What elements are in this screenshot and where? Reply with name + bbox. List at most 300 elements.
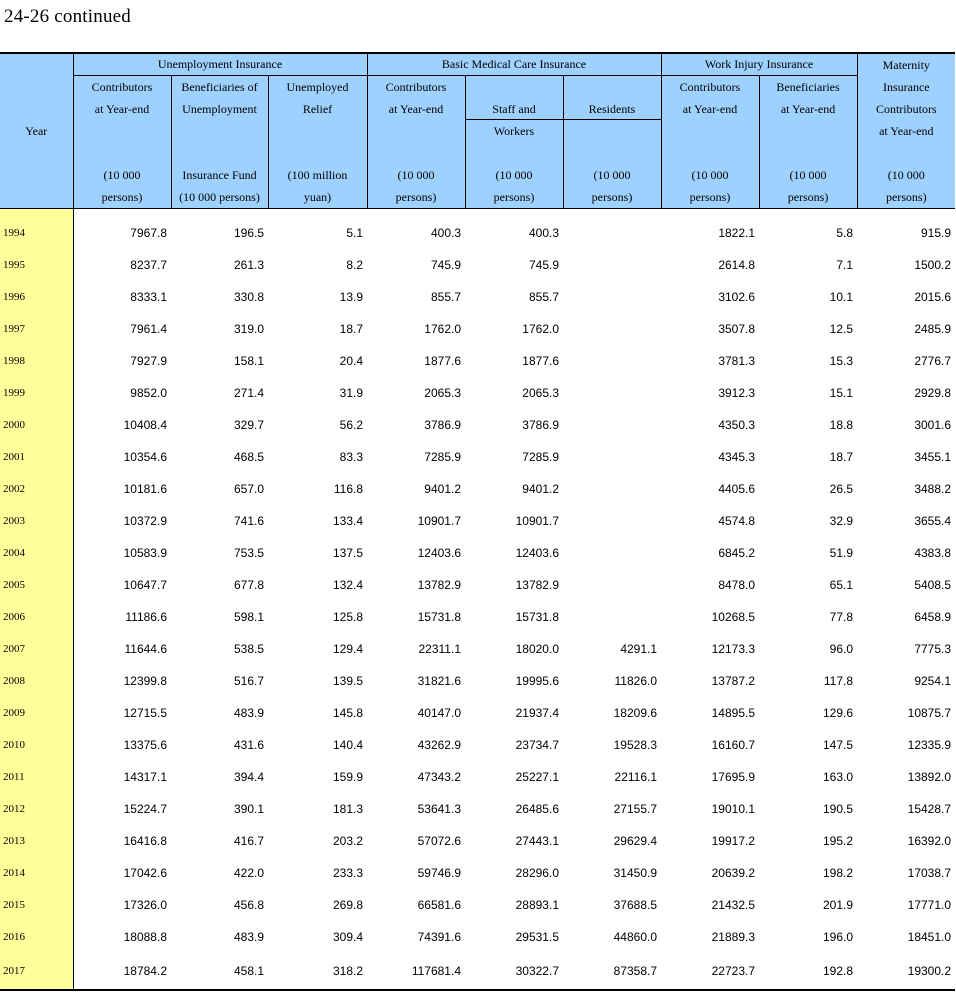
column-header-line [466, 142, 563, 164]
column-header-line [368, 120, 465, 142]
value-cell: 483.9 [233, 930, 264, 944]
value-cell: 19528.3 [613, 738, 658, 752]
value-cell: 15.1 [829, 386, 854, 400]
value-cell: 330.8 [233, 290, 264, 304]
value-cell: 309.4 [332, 930, 363, 944]
value-cell: 468.5 [233, 450, 264, 464]
year-cell: 2004 [0, 537, 73, 569]
value-cell: 9852.0 [130, 386, 167, 400]
value-cell: 7967.8 [130, 226, 167, 240]
column-header-line [74, 142, 171, 164]
maternity-group-header [858, 54, 956, 98]
column-header-lines [858, 98, 956, 208]
value-cell: 329.7 [233, 418, 264, 432]
value-cell: 7961.4 [130, 322, 167, 336]
value-cell: 516.7 [233, 674, 264, 688]
value-cell: 31450.9 [613, 866, 658, 880]
value-cell: 25227.1 [515, 770, 559, 784]
value-cell: 117.8 [823, 674, 854, 688]
value-cell: 14895.5 [711, 706, 756, 720]
value-cell: 3786.9 [522, 418, 559, 432]
value-cell: 456.8 [233, 898, 264, 912]
value-cell: 753.5 [233, 546, 264, 560]
value-cell: 66581.6 [417, 898, 461, 912]
column-header-line: (100 million [287, 168, 348, 182]
value-cell: 2485.9 [914, 322, 952, 336]
column-header-medical-contributors [367, 76, 465, 209]
column-header-line: Residents [588, 102, 636, 116]
value-cell: 745.9 [528, 258, 559, 272]
value-cell: 12173.3 [711, 642, 756, 656]
column-header-line: at Year-end [879, 124, 934, 138]
value-cell [563, 209, 661, 250]
value-cell: 269.8 [332, 898, 363, 912]
year-cell: 2017 [0, 953, 73, 990]
value-cell: 28296.0 [515, 866, 559, 880]
value-cell: 74391.6 [417, 930, 461, 944]
value-cell [563, 281, 661, 313]
value-cell: 657.0 [233, 482, 264, 496]
value-cell: 96.0 [829, 642, 854, 656]
column-header-line: persons) [493, 190, 535, 204]
value-cell: 13782.9 [515, 578, 559, 592]
value-cell: 83.3 [339, 450, 363, 464]
value-cell: 17038.7 [907, 866, 952, 880]
column-header-line: (10 000 [887, 168, 925, 182]
value-cell: 677.8 [233, 578, 264, 592]
value-cell: 15731.8 [417, 610, 461, 624]
value-cell: 261.3 [233, 258, 264, 272]
value-cell: 181.3 [332, 802, 363, 816]
value-cell: 22116.1 [614, 770, 658, 784]
value-cell: 13782.9 [417, 578, 461, 592]
value-cell: 20639.2 [711, 866, 756, 880]
value-cell [563, 409, 661, 441]
value-cell [563, 377, 661, 409]
value-cell: 14317.1 [123, 770, 167, 784]
column-header-line [368, 142, 465, 164]
value-cell: 117681.4 [367, 953, 465, 990]
value-cell: 192.8 [759, 953, 857, 990]
value-cell: 10354.6 [123, 450, 167, 464]
value-cell: 12403.6 [417, 546, 461, 560]
year-cell: 2015 [0, 889, 73, 921]
column-header-line: persons) [787, 190, 829, 204]
value-cell: 196.0 [823, 930, 854, 944]
column-header-lines [662, 76, 759, 208]
column-header-line [269, 142, 367, 164]
value-cell: 198.2 [823, 866, 854, 880]
year-cell: 2013 [0, 825, 73, 857]
value-cell: 458.1 [171, 953, 268, 990]
value-cell: 29629.4 [613, 834, 658, 848]
year-cell: 2016 [0, 921, 73, 953]
value-cell: 18020.0 [515, 642, 559, 656]
column-header-line: at Year-end [388, 102, 444, 116]
value-cell: 53641.3 [417, 802, 461, 816]
value-cell: 12.5 [829, 322, 854, 336]
value-cell: 137.5 [332, 546, 363, 560]
column-header-line [74, 120, 171, 142]
value-cell [563, 537, 661, 569]
column-header-line [564, 142, 661, 164]
value-cell: 1877.6 [522, 354, 559, 368]
value-cell: 125.8 [332, 610, 363, 624]
table-row [0, 345, 955, 377]
value-cell: 10901.7 [515, 514, 559, 528]
year-cell: 2000 [0, 409, 73, 441]
table-row [0, 729, 955, 761]
value-cell: 3912.3 [718, 386, 756, 400]
column-header-line: (10 000 [789, 168, 827, 182]
value-cell: 158.1 [233, 354, 264, 368]
value-cell: 3781.3 [718, 354, 756, 368]
value-cell: 7285.9 [522, 450, 559, 464]
table-row [0, 249, 955, 281]
value-cell: 855.7 [528, 290, 559, 304]
value-cell: 4291.1 [620, 642, 658, 656]
value-cell: 18784.2 [73, 953, 171, 990]
value-cell: 416.7 [233, 834, 264, 848]
column-header-line: persons) [885, 190, 927, 204]
value-cell: 318.2 [268, 953, 367, 990]
column-header-line [662, 142, 759, 164]
value-cell: 394.4 [233, 770, 264, 784]
value-cell: 139.5 [332, 674, 363, 688]
value-cell: 855.7 [430, 290, 461, 304]
value-cell: 32.9 [829, 514, 854, 528]
value-cell: 129.6 [823, 706, 854, 720]
year-cell: 2005 [0, 569, 73, 601]
year-cell: 2014 [0, 857, 73, 889]
column-header-line: Insurance Fund [182, 168, 257, 182]
column-header-line: persons) [689, 190, 731, 204]
value-cell: 11826.0 [614, 674, 658, 688]
value-cell: 10583.9 [123, 546, 167, 560]
value-cell: 21937.4 [515, 706, 559, 720]
value-cell: 1822.1 [718, 226, 756, 240]
table-header [0, 53, 955, 209]
column-header-line: at Year-end [94, 102, 150, 116]
value-cell: 9401.2 [522, 482, 559, 496]
value-cell: 1877.6 [424, 354, 461, 368]
column-header-line: (10 000 persons) [179, 190, 260, 204]
year-cell: 2001 [0, 441, 73, 473]
value-cell: 1762.0 [522, 322, 559, 336]
column-header-line: Workers [493, 124, 535, 138]
value-cell: 37688.5 [613, 898, 658, 912]
group-header-work-injury: Work Injury Insurance [661, 53, 857, 76]
value-cell: 5.8 [836, 226, 854, 240]
value-cell: 13375.6 [123, 738, 167, 752]
value-cell: 31.9 [339, 386, 363, 400]
value-cell: 233.3 [332, 866, 363, 880]
value-cell: 2065.3 [424, 386, 461, 400]
column-header-line [760, 120, 857, 142]
value-cell [563, 345, 661, 377]
table-row [0, 857, 955, 889]
value-cell: 422.0 [233, 866, 264, 880]
value-cell: 19995.6 [515, 674, 559, 688]
value-cell: 18.7 [829, 450, 854, 464]
value-cell: 3455.1 [914, 450, 952, 464]
value-cell: 51.9 [829, 546, 854, 560]
year-column-header: Year [0, 53, 73, 209]
value-cell: 190.5 [823, 802, 854, 816]
value-cell: 13787.2 [711, 674, 756, 688]
value-cell [563, 569, 661, 601]
table-row [0, 505, 955, 537]
table-row [0, 569, 955, 601]
column-header-line [172, 142, 268, 164]
year-cell: 2003 [0, 505, 73, 537]
value-cell: 15224.7 [123, 802, 167, 816]
column-header-line: Contributors [91, 80, 153, 94]
table-row [0, 921, 955, 953]
value-cell: 3001.6 [914, 418, 952, 432]
value-cell: 19010.1 [711, 802, 756, 816]
value-cell: 44860.0 [613, 930, 658, 944]
value-cell: 11644.6 [124, 642, 167, 656]
value-cell: 10372.9 [123, 514, 167, 528]
column-header-work-injury-beneficiaries [759, 76, 857, 209]
value-cell: 10875.7 [907, 706, 952, 720]
year-cell: 1996 [0, 281, 73, 313]
value-cell: 29531.5 [515, 930, 559, 944]
table-row [0, 825, 955, 857]
column-header-line: Contributors [875, 102, 937, 116]
year-cell: 2002 [0, 473, 73, 505]
value-cell: 6458.9 [914, 610, 952, 624]
value-cell: 28893.1 [515, 898, 559, 912]
value-cell: 56.2 [339, 418, 363, 432]
year-cell: 2008 [0, 665, 73, 697]
table-row [0, 209, 955, 250]
value-cell: 1762.0 [424, 322, 461, 336]
value-cell: 21432.5 [711, 898, 756, 912]
page-title: 24-26 continued [4, 6, 132, 27]
year-cell: 1998 [0, 345, 73, 377]
value-cell: 271.4 [233, 386, 264, 400]
value-cell: 10268.5 [711, 610, 756, 624]
value-cell: 40147.0 [417, 706, 461, 720]
value-cell: 30322.7 [465, 953, 563, 990]
value-cell: 18209.6 [613, 706, 658, 720]
column-header-lines [760, 76, 857, 208]
value-cell: 8333.1 [130, 290, 167, 304]
value-cell: 1500.2 [914, 258, 952, 272]
value-cell: 8.2 [346, 258, 363, 272]
value-cell: 43262.9 [417, 738, 461, 752]
column-header-line [858, 142, 956, 164]
value-cell: 87358.7 [563, 953, 661, 990]
table-row [0, 377, 955, 409]
year-cell: 1994 [0, 209, 73, 250]
value-cell: 10.1 [829, 290, 854, 304]
value-cell: 5408.5 [914, 578, 952, 592]
column-header-line: Contributors [679, 80, 741, 94]
value-cell: 3786.9 [424, 418, 461, 432]
column-header-line: (10 000 [103, 168, 141, 182]
column-header-line: at Year-end [780, 102, 836, 116]
table-row [0, 793, 955, 825]
table-row [0, 633, 955, 665]
column-header-lines [466, 98, 563, 208]
value-cell: 2614.8 [718, 258, 756, 272]
value-cell: 9254.1 [914, 674, 952, 688]
value-cell: 10408.4 [123, 418, 167, 432]
table-row [0, 473, 955, 505]
year-cell: 2012 [0, 793, 73, 825]
value-cell: 598.1 [233, 610, 264, 624]
table-row [0, 601, 955, 633]
value-cell: 15731.8 [515, 610, 559, 624]
value-cell: 19300.2 [857, 953, 955, 990]
value-cell: 18.7 [339, 322, 363, 336]
value-cell: 12399.8 [123, 674, 167, 688]
value-cell: 26.5 [829, 482, 854, 496]
value-cell: 17771.0 [907, 898, 952, 912]
column-header-lines [269, 76, 367, 208]
table-row [0, 281, 955, 313]
value-cell: 57072.6 [417, 834, 461, 848]
value-cell: 4350.3 [718, 418, 756, 432]
year-cell: 1995 [0, 249, 73, 281]
column-header-line: at Year-end [682, 102, 738, 116]
value-cell: 13892.0 [907, 770, 952, 784]
value-cell: 16160.7 [711, 738, 756, 752]
table-row [0, 953, 955, 990]
year-cell: 2007 [0, 633, 73, 665]
column-header-line: (10 000 [495, 168, 533, 182]
value-cell: 27443.1 [515, 834, 559, 848]
table-row [0, 889, 955, 921]
value-cell: 483.9 [233, 706, 264, 720]
value-cell: 741.6 [233, 514, 264, 528]
value-cell: 10181.6 [123, 482, 167, 496]
column-header-line: persons) [395, 190, 437, 204]
column-header-line: Unemployed [286, 80, 349, 94]
table-row [0, 441, 955, 473]
value-cell: 23734.7 [515, 738, 559, 752]
value-cell: 116.8 [333, 482, 363, 496]
value-cell: 7927.9 [130, 354, 167, 368]
column-header-line: (10 000 [593, 168, 631, 182]
column-header-line [564, 120, 661, 142]
value-cell: 18.8 [829, 418, 854, 432]
value-cell: 21889.3 [711, 930, 756, 944]
value-cell: 145.8 [332, 706, 363, 720]
value-cell: 129.4 [332, 642, 363, 656]
column-header-line [172, 120, 268, 142]
value-cell: 2929.8 [914, 386, 952, 400]
value-cell: 12403.6 [515, 546, 559, 560]
value-cell: 745.9 [430, 258, 461, 272]
value-cell: 3102.6 [718, 290, 756, 304]
value-cell: 16416.8 [123, 834, 167, 848]
value-cell: 15428.7 [907, 802, 952, 816]
value-cell: 8478.0 [718, 578, 756, 592]
column-header-residents [563, 76, 661, 209]
column-header-line [269, 120, 367, 142]
value-cell: 3507.8 [718, 322, 756, 336]
value-cell: 6845.2 [718, 546, 756, 560]
value-cell: 10647.7 [123, 578, 167, 592]
value-cell: 400.3 [430, 226, 461, 240]
value-cell: 19917.2 [711, 834, 756, 848]
column-header-unemployment-beneficiaries [171, 76, 268, 209]
value-cell: 196.5 [233, 226, 264, 240]
value-cell: 132.4 [332, 578, 363, 592]
value-cell [563, 313, 661, 345]
column-header-line: (10 000 [397, 168, 435, 182]
year-cell: 2010 [0, 729, 73, 761]
value-cell [563, 249, 661, 281]
column-header-lines [74, 76, 171, 208]
column-header-unemployment-contributors [73, 76, 171, 209]
value-cell: 31821.6 [417, 674, 461, 688]
value-cell: 59746.9 [417, 866, 461, 880]
value-cell: 3488.2 [914, 482, 952, 496]
value-cell: 18088.8 [123, 930, 167, 944]
column-header-lines [564, 98, 661, 208]
table-row [0, 697, 955, 729]
value-cell: 431.6 [233, 738, 264, 752]
table-row [0, 537, 955, 569]
value-cell: 390.1 [233, 802, 264, 816]
column-header-line: Beneficiaries [776, 80, 840, 94]
value-cell: 26485.6 [515, 802, 559, 816]
table-row [0, 313, 955, 345]
column-header-maternity-contributors [857, 53, 955, 209]
column-header-line [760, 142, 857, 164]
value-cell: 7775.3 [914, 642, 952, 656]
group-header-unemployment: Unemployment Insurance [73, 53, 367, 76]
value-cell: 4405.6 [718, 482, 756, 496]
value-cell: 10901.7 [417, 514, 461, 528]
value-cell: 12715.5 [123, 706, 167, 720]
value-cell: 319.0 [233, 322, 264, 336]
year-cell: 1997 [0, 313, 73, 345]
value-cell: 3655.4 [914, 514, 952, 528]
year-cell: 2006 [0, 601, 73, 633]
value-cell: 9401.2 [424, 482, 461, 496]
value-cell: 22723.7 [661, 953, 759, 990]
value-cell: 195.2 [823, 834, 854, 848]
value-cell: 27155.7 [613, 802, 658, 816]
value-cell: 140.4 [332, 738, 363, 752]
column-header-unemployed-relief [268, 76, 367, 209]
column-header-line: Beneficiaries of [181, 80, 258, 94]
value-cell: 201.9 [823, 898, 854, 912]
table-row [0, 409, 955, 441]
value-cell: 17326.0 [123, 898, 167, 912]
value-cell [563, 601, 661, 633]
value-cell: 8237.7 [130, 258, 167, 272]
value-cell [563, 441, 661, 473]
table-row [0, 665, 955, 697]
column-header-line: yuan) [303, 190, 332, 204]
year-cell: 2011 [0, 761, 73, 793]
value-cell: 203.2 [332, 834, 363, 848]
column-header-line: (10 000 [691, 168, 729, 182]
value-cell: 4574.8 [718, 514, 756, 528]
table-row [0, 761, 955, 793]
column-header-work-injury-contributors [661, 76, 759, 209]
value-cell: 11186.6 [125, 610, 167, 624]
column-header-line: persons) [101, 190, 143, 204]
value-cell: 17042.6 [123, 866, 167, 880]
